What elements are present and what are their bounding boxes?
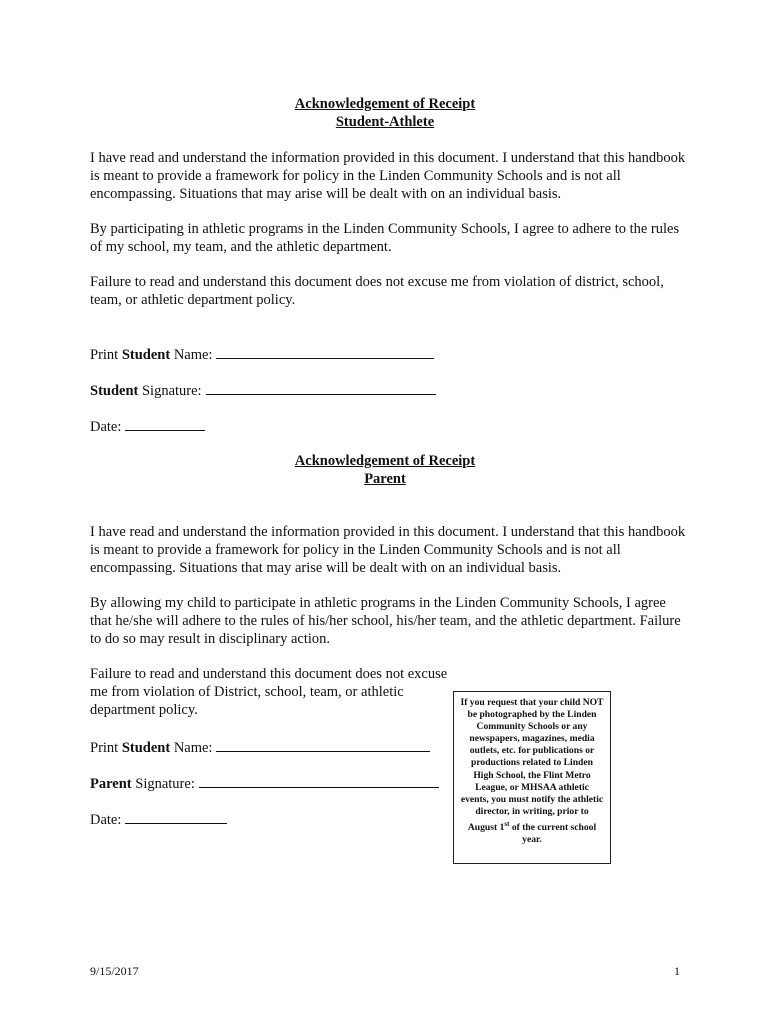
parent-heading-title: Acknowledgement of Receipt: [294, 453, 476, 469]
notice-text-before: If you request that your child NOT be photographed by the Linden Community Schools or any newspapers, magazines, media outlets, etc. for publications or productions related to Linden High School, the Flint Metro League, or MHSAA athletic events, you must notify the athletic director, in writing, prior to August 1: [460, 697, 604, 834]
parent-signature-label-bold: Parent: [90, 776, 132, 792]
photo-notice-box: [453, 691, 611, 864]
parent-date-label: Date:: [90, 812, 122, 828]
parent-signature-field: [90, 773, 439, 793]
student-signature-label-bold: Student: [90, 383, 139, 399]
student-heading-title: Acknowledgement of Receipt: [294, 96, 476, 112]
student-paragraph-2: By participating in athletic programs in the Linden Community Schools, I agree to adhere to the rules of my school, my team, and the athletic department.: [90, 221, 680, 255]
student-name-label-pre: Print: [90, 347, 122, 363]
parent-print-student-name-field: [90, 737, 430, 757]
notice-text-after: of the current school year.: [509, 822, 597, 846]
student-date-field: [90, 416, 205, 436]
student-name-label-post: Name:: [170, 347, 213, 363]
parent-name-label-post: Name:: [170, 740, 213, 756]
page-number: 1: [674, 964, 680, 978]
student-name-line[interactable]: [216, 344, 434, 359]
footer-date: 9/15/2017: [90, 964, 139, 978]
student-heading-subtitle: Student-Athlete: [335, 114, 435, 130]
student-paragraph-1: I have read and understand the information provided in this document. I understand that this handbook is meant to provide a framework for policy in the Linden Community Schools and is not all encompassing. Situations that may arise will be dealt with on an individual basis.: [90, 150, 686, 202]
student-date-line[interactable]: [125, 416, 205, 431]
parent-name-label-bold: Student: [121, 740, 171, 756]
parent-paragraph-1: I have read and understand the information provided in this document. I understand that this handbook is meant to provide a framework for policy in the Linden Community Schools and is not all encompassing. Situations that may arise will be dealt with on an individual basis.: [90, 524, 686, 576]
parent-heading-subtitle: Parent: [364, 471, 406, 487]
student-paragraph-3: Failure to read and understand this document does not excuse me from violation of district, school, team, or athletic department policy.: [90, 274, 664, 308]
student-name-label-bold: Student: [121, 347, 171, 363]
notice-superscript: st: [504, 819, 510, 828]
parent-paragraph-2: By allowing my child to participate in athletic programs in the Linden Community Schools, I agree that he/she will adhere to the rules of his/her school, his/her team, and the athletic department. Failure to do so may result in disciplinary action.: [90, 595, 681, 647]
parent-date-field: [90, 809, 227, 829]
parent-date-line[interactable]: [125, 809, 227, 824]
student-signature-line[interactable]: [206, 380, 436, 395]
parent-signature-line[interactable]: [199, 773, 439, 788]
parent-paragraph-3: Failure to read and understand this document does not excuse me from violation of District, school, team, or athletic department policy.: [90, 666, 448, 718]
parent-name-label-pre: Print: [90, 740, 122, 756]
student-date-label: Date:: [90, 419, 122, 435]
student-print-name-field: [90, 344, 434, 364]
parent-signature-label-post: Signature:: [131, 776, 195, 792]
student-signature-field: [90, 380, 436, 400]
student-signature-label-post: Signature:: [138, 383, 202, 399]
parent-student-name-line[interactable]: [216, 737, 430, 752]
